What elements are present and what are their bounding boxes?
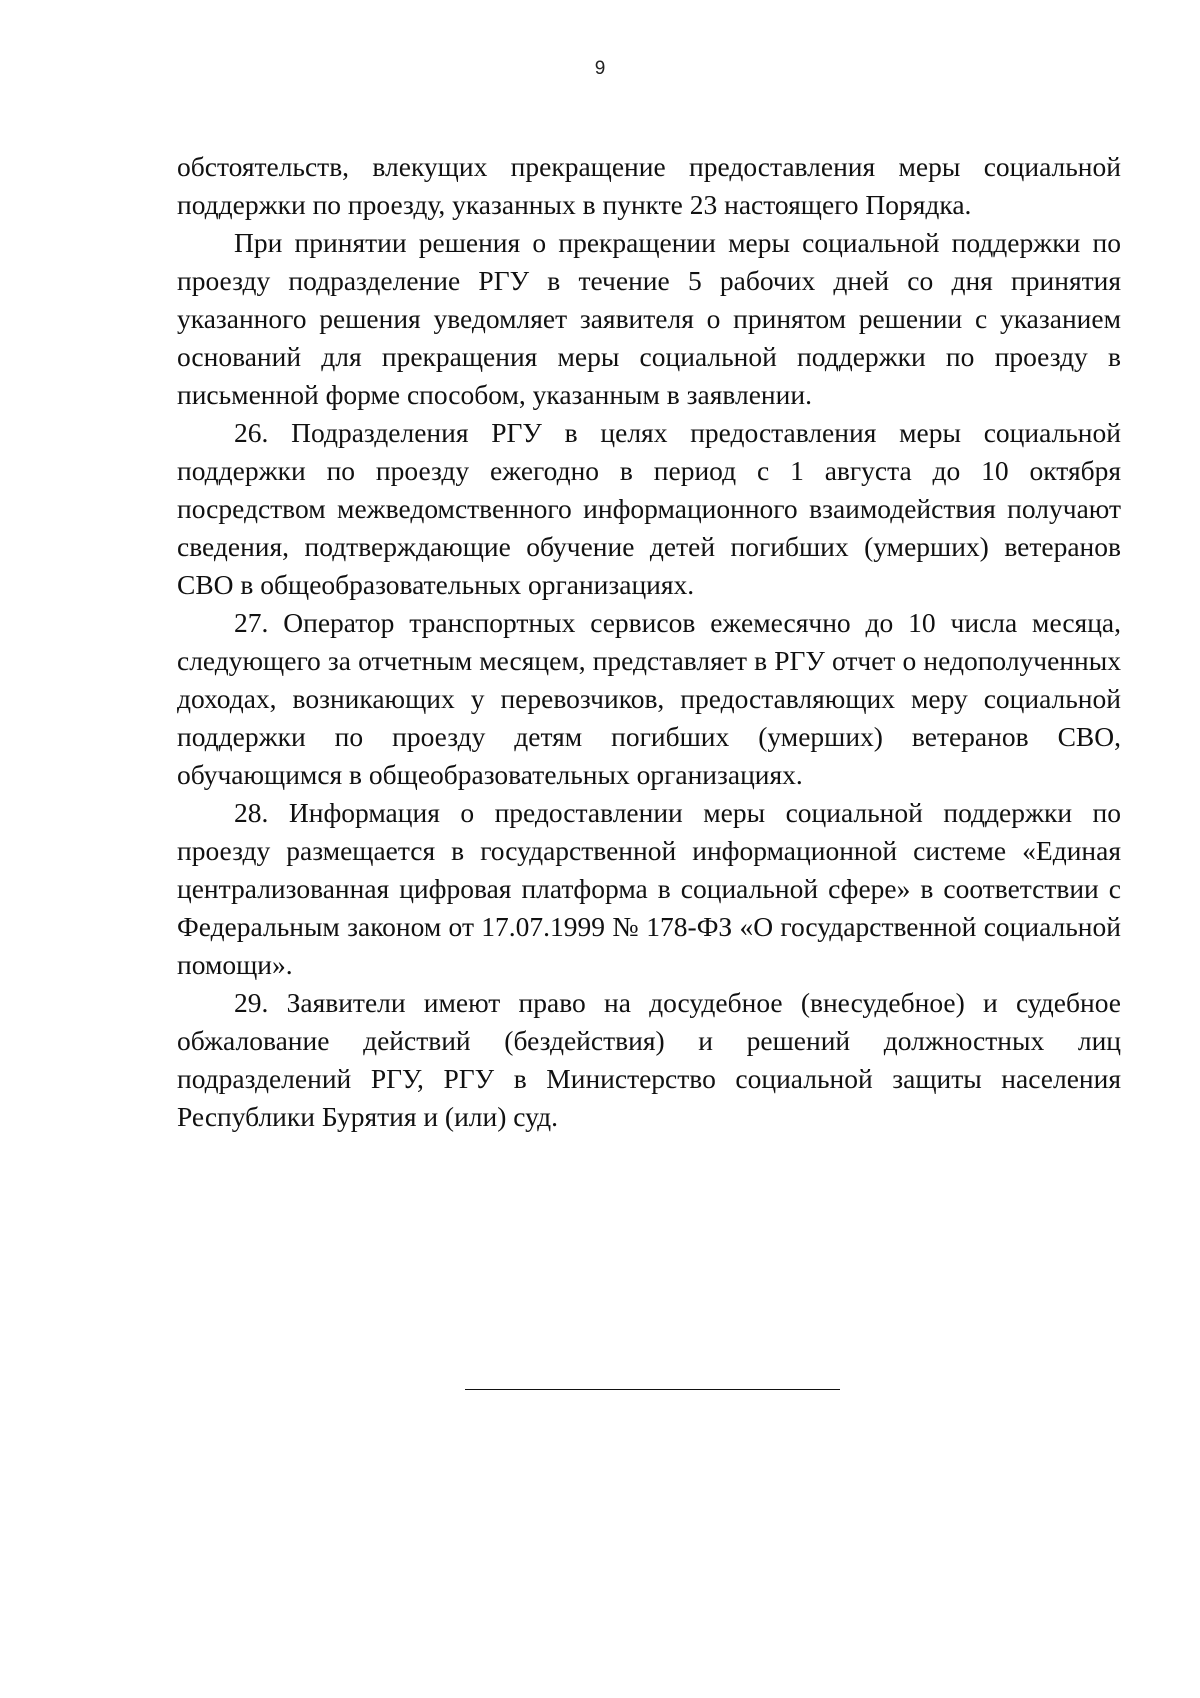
paragraph-29: 29. Заявители имеют право на досудебное (внесудебное) и судебное обжалование действий (бездействия) и решений должностных лиц подразделений РГУ, РГУ в Министерство социальной защиты населения Республики Бурятия и (или) суд. — [177, 987, 1121, 1132]
paragraph-27: 27. Оператор транспортных сервисов ежемесячно до 10 числа месяца, следующего за отчетным месяцем, представляет в РГУ отчет о недополученных доходах, возникающих у перевозчиков, предоставляющих меру социальной поддержки по проезду детям погибших (умерших) ветеранов СВО, обучающимся в общеобразовательных организациях. — [177, 607, 1121, 790]
paragraph-continuation: обстоятельств, влекущих прекращение предоставления меры социальной поддержки по проезду, указанных в пункте 23 настоящего Порядка. — [177, 151, 1121, 220]
paragraph-termination-notice: При принятии решения о прекращении меры социальной поддержки по проезду подразделение РГУ в течение 5 рабочих дней со дня принятия указанного решения уведомляет заявителя о принятом решении с указанием оснований для прекращения меры социальной поддержки по проезду в письменной форме способом, указанным в заявлении. — [177, 227, 1121, 410]
end-of-document-rule — [465, 1389, 840, 1390]
paragraph-28: 28. Информация о предоставлении меры социальной поддержки по проезду размещается в государственной информационной системе «Единая централизованная цифровая платформа в социальной сфере» в соответствии с Федеральным законом от 17.07.1999 № 178-ФЗ «О государственной социальной помощи». — [177, 797, 1121, 980]
paragraph-26: 26. Подразделения РГУ в целях предоставления меры социальной поддержки по проезду ежегодно в период с 1 августа до 10 октября посредством межведомственного информационного взаимодействия получают сведения, подтверждающие обучение детей погибших (умерших) ветеранов СВО в общеобразовательных организациях. — [177, 417, 1121, 600]
document-body — [177, 148, 1121, 1136]
page-number: 9 — [594, 58, 606, 79]
